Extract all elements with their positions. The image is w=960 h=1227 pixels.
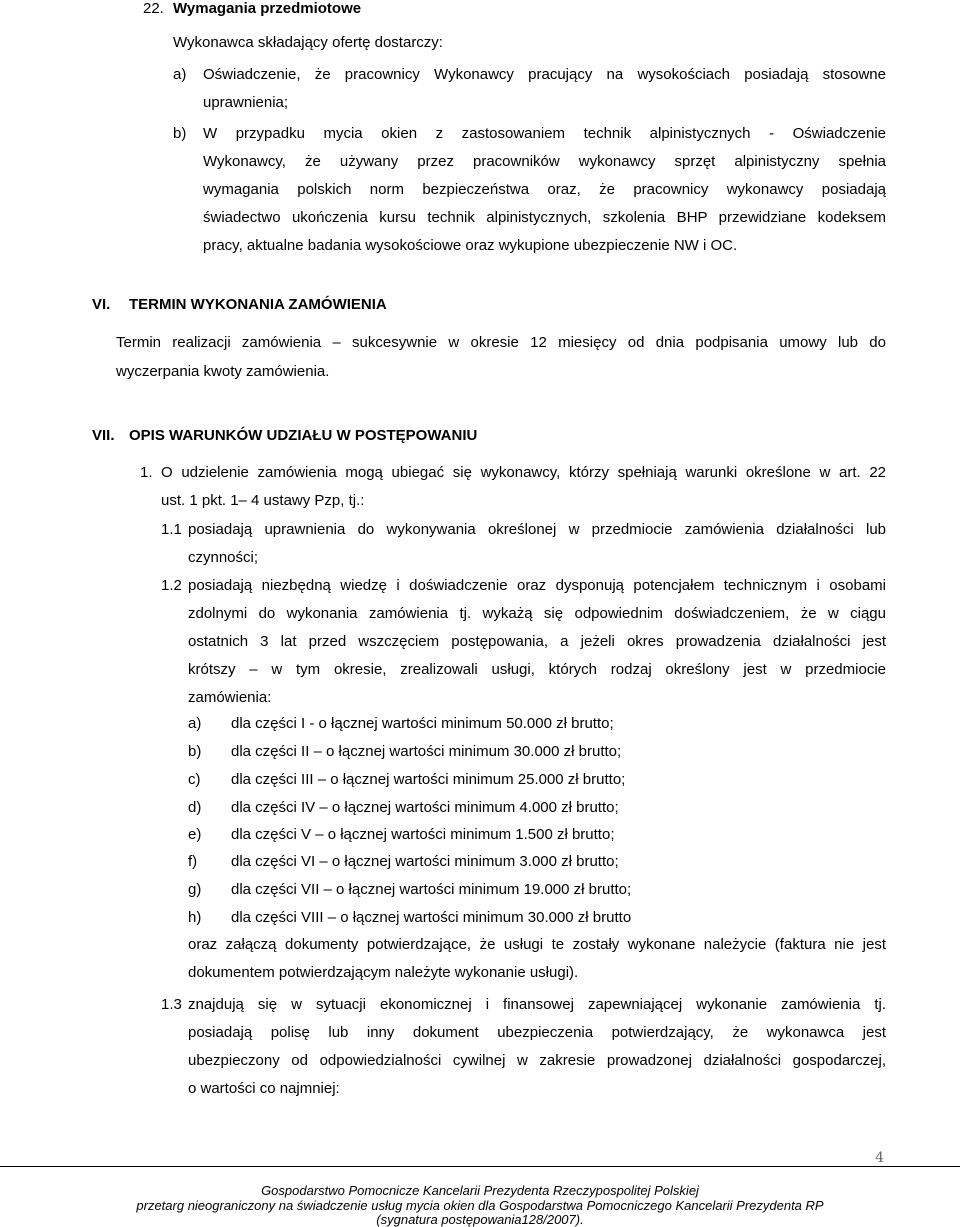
list-item-text: dla części VII – o łącznej wartości minimum 19.000 zł brutto; bbox=[231, 881, 632, 898]
section-6-text: Termin realizacji zamówienia – sukcesywnie w okresie 12 miesięcy od dnia podpisania umowy lub do bbox=[116, 334, 886, 351]
point-1-1-label: 1.1 bbox=[161, 521, 182, 538]
point-1-2-text: posiadają niezbędną wiedzę i doświadczenie oraz dysponują potencjałem technicznym i osobami bbox=[188, 577, 886, 594]
point-1-3-label: 1.3 bbox=[161, 996, 182, 1013]
list-item-label: b) bbox=[188, 743, 202, 760]
item-b-label: b) bbox=[173, 125, 187, 142]
point-1-2-text: zdolnymi do wykonania zamówienia tj. wykażą się odpowiednim doświadczeniem, że w ciągu bbox=[188, 605, 886, 622]
list-item-text: dla części IV – o łącznej wartości minimum 4.000 zł brutto; bbox=[231, 799, 619, 816]
page-number: 4 bbox=[875, 1150, 884, 1166]
item-a-label: a) bbox=[173, 66, 187, 83]
list-item-text: dla części III – o łącznej wartości minimum 25.000 zł brutto; bbox=[231, 771, 626, 788]
section-7-number: VII. bbox=[92, 427, 115, 444]
point-1-3-text: znajdują się w sytuacji ekonomicznej i finansowej zapewniającej wykonanie zamówienia tj. bbox=[188, 996, 886, 1013]
section-6-text: wyczerpania kwoty zamówienia. bbox=[116, 363, 330, 380]
point-1-3-text: o wartości co najmniej: bbox=[188, 1080, 340, 1097]
point-1-label: 1. bbox=[140, 464, 153, 481]
section-22-number: 22. bbox=[143, 0, 164, 17]
point-1-2-closing: dokumentem potwierdzającym należyte wykonanie usługi). bbox=[188, 964, 579, 981]
section-22-title: Wymagania przedmiotowe bbox=[173, 0, 362, 17]
point-1-2-closing: oraz załączą dokumenty potwierdzające, że usługi te zostały wykonane należycie (faktura nie jest bbox=[188, 936, 886, 953]
point-1-1-text: czynności; bbox=[188, 549, 259, 566]
point-1-2-text: zamówienia: bbox=[188, 689, 272, 706]
list-item-label: e) bbox=[188, 826, 202, 843]
point-1-text: O udzielenie zamówienia mogą ubiegać się wykonawcy, którzy spełniają warunki określone w art. 22 bbox=[161, 464, 886, 481]
footer-divider bbox=[0, 1166, 960, 1167]
section-6-title: TERMIN WYKONANIA ZAMÓWIENIA bbox=[129, 296, 387, 313]
section-7-title: OPIS WARUNKÓW UDZIAŁU W POSTĘPOWANIU bbox=[129, 427, 478, 444]
footer-line-1: Gospodarstwo Pomocnicze Kancelarii Prezydenta Rzeczypospolitej Polskiej bbox=[261, 1183, 699, 1198]
list-item-label: d) bbox=[188, 799, 202, 816]
list-item-label: a) bbox=[188, 715, 202, 732]
list-item-label: g) bbox=[188, 881, 202, 898]
item-b-line: wymagania polskich norm bezpieczeństwa oraz, że pracownicy wykonawcy posiadają bbox=[203, 181, 886, 198]
point-1-2-label: 1.2 bbox=[161, 577, 182, 594]
footer-line-2: przetarg nieograniczony na świadczenie usług mycia okien dla Gospodarstwa Pomocniczego Kancelarii Prezydenta RP bbox=[136, 1198, 824, 1213]
item-b-line: W przypadku mycia okien z zastosowaniem technik alpinistycznych - Oświadczenie bbox=[203, 125, 886, 142]
point-1-text: ust. 1 pkt. 1– 4 ustawy Pzp, tj.: bbox=[161, 492, 365, 509]
point-1-1-text: posiadają uprawnienia do wykonywania określonej w przedmiocie zamówienia działalności lub bbox=[188, 521, 886, 538]
list-item-label: c) bbox=[188, 771, 201, 788]
item-b-line: Wykonawcy, że używany przez pracowników wykonawcy sprzęt alpinistyczny spełnia bbox=[203, 153, 886, 170]
item-b-line: świadectwo ukończenia kursu technik alpinistycznych, szkolenia BHP przewidziane kodeksem bbox=[203, 209, 886, 226]
list-item-text: dla części I - o łącznej wartości minimum 50.000 zł brutto; bbox=[231, 715, 614, 732]
point-1-3-text: posiadają polisę lub inny dokument ubezpieczenia potwierdzający, że wykonawca jest bbox=[188, 1024, 886, 1041]
point-1-2-text: krótszy – w tym okresie, zrealizowali usługi, których rodzaj określony jest w przedmiocie bbox=[188, 661, 886, 678]
footer-line-3: (sygnatura postępowania128/2007). bbox=[376, 1212, 584, 1227]
section-6-number: VI. bbox=[92, 296, 111, 313]
list-item-label: h) bbox=[188, 909, 202, 926]
item-a-line: uprawnienia; bbox=[203, 94, 289, 111]
item-b-line: pracy, aktualne badania wysokościowe oraz wykupione ubezpieczenie NW i OC. bbox=[203, 237, 738, 254]
section-22-intro: Wykonawca składający ofertę dostarczy: bbox=[173, 34, 443, 51]
list-item-text: dla części VI – o łącznej wartości minimum 3.000 zł brutto; bbox=[231, 853, 619, 870]
point-1-2-text: ostatnich 3 lat przed wszczęciem postępowania, a jeżeli okres prowadzenia działalności jest bbox=[188, 633, 886, 650]
item-a-line: Oświadczenie, że pracownicy Wykonawcy pracujący na wysokościach posiadają stosowne bbox=[203, 66, 886, 83]
point-1-3-text: ubezpieczony od odpowiedzialności cywilnej w zakresie prowadzonej działalności gospodarczej, bbox=[188, 1052, 886, 1069]
list-item-text: dla części V – o łącznej wartości minimum 1.500 zł brutto; bbox=[231, 826, 615, 843]
list-item-text: dla części II – o łącznej wartości minimum 30.000 zł brutto; bbox=[231, 743, 622, 760]
list-item-text: dla części VIII – o łącznej wartości minimum 30.000 zł brutto bbox=[231, 909, 632, 926]
list-item-label: f) bbox=[188, 853, 198, 870]
